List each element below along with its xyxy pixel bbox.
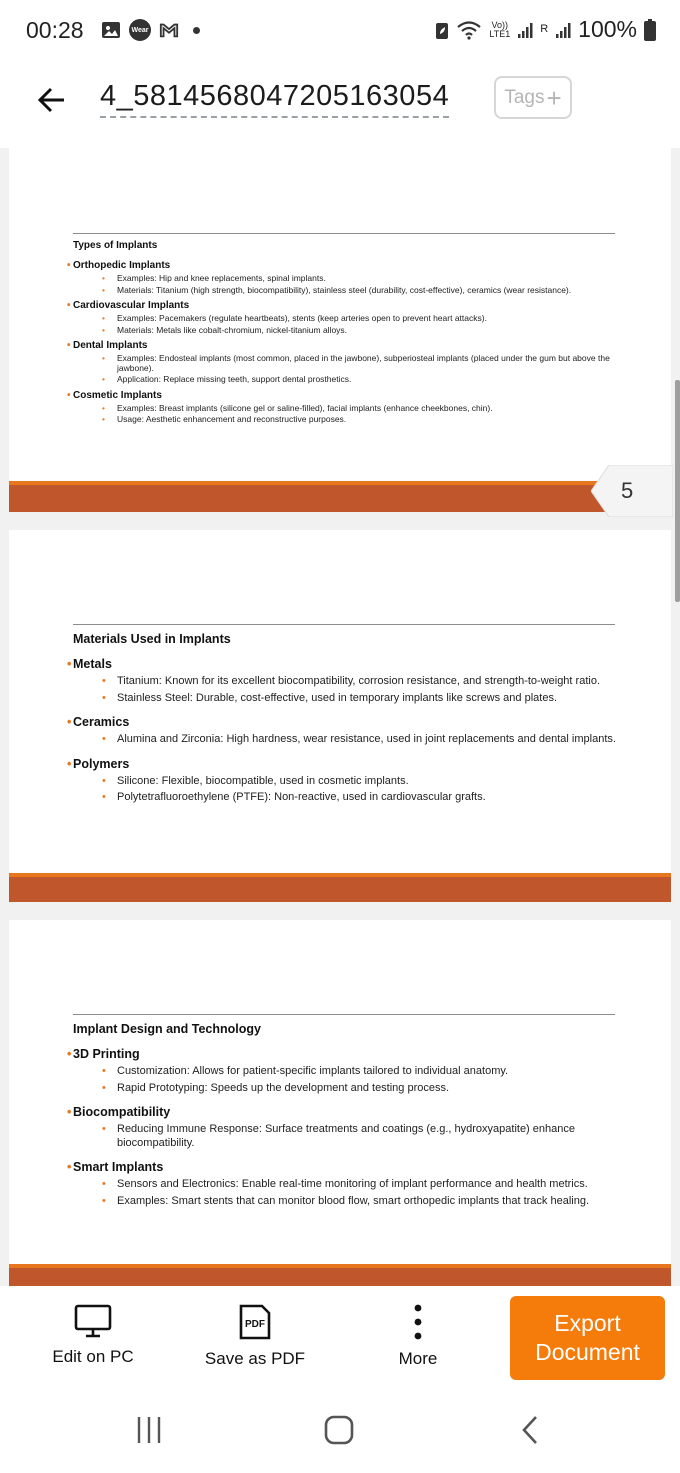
slide-heading: Materials Used in Implants [73, 632, 231, 646]
section [71, 1104, 619, 1150]
slide-rule [73, 624, 615, 625]
wear-icon: Wear [129, 19, 151, 41]
section-title: • Polymers [71, 756, 619, 772]
export-label-line2: Document [535, 1339, 640, 1365]
section [71, 300, 619, 335]
page-number: 5 [621, 478, 634, 503]
back-button[interactable] [32, 80, 72, 120]
slide-types-of-implants [9, 148, 671, 512]
bullet-item: • Examples: Endosteal implants (most common, placed in the jawbone), subperiosteal implants (placed under the gum but above the jawbone). [117, 354, 619, 373]
wifi-icon [456, 20, 482, 40]
network-type: Vo)) LTE1 [489, 19, 511, 39]
document-title[interactable]: 4_5814568047205163054 [100, 78, 449, 118]
slide-implant-design [9, 920, 671, 1286]
more-label: More [398, 1349, 438, 1368]
bullet-item: • Customization: Allows for patient-specific implants tailored to individual anatomy. [117, 1065, 619, 1079]
edit-on-pc-button[interactable] [48, 1304, 138, 1367]
gallery-icon [101, 20, 121, 40]
tags-button[interactable] [494, 76, 572, 119]
battery-icon [644, 19, 656, 41]
scrollbar[interactable] [675, 148, 680, 1286]
slide-heading: Types of Implants [73, 240, 158, 251]
section [71, 1159, 619, 1208]
back-nav-button[interactable] [510, 1412, 550, 1448]
pdf-file-icon [238, 1304, 272, 1340]
more-button[interactable] [388, 1304, 448, 1369]
section-title: • Cardiovascular Implants [71, 300, 619, 312]
slide-band [9, 1268, 671, 1286]
slide-materials-used [9, 530, 671, 902]
bullet-item: • Application: Replace missing teeth, support dental prosthetics. [117, 375, 619, 385]
slide-body [71, 1046, 619, 1217]
bullet-item: • Materials: Titanium (high strength, biocompatibility), stainless steel (durability, cost-effective), ceramics (wear resistance). [117, 286, 619, 296]
bullet-item: • Examples: Breast implants (silicone gel or saline-filled), facial implants (enhance cheekbones, chin). [117, 404, 619, 414]
signal-icon-2 [555, 21, 571, 39]
page-number-indicator [591, 465, 673, 517]
bullet-item: • Silicone: Flexible, biocompatible, used in cosmetic implants. [117, 775, 619, 789]
bullet-item: • Materials: Metals like cobalt-chromium, nickel-titanium alloys. [117, 326, 619, 336]
section-title: • Metals [71, 656, 619, 672]
section-title: • Cosmetic Implants [71, 390, 619, 402]
slide-heading: Implant Design and Technology [73, 1022, 261, 1036]
slide-body [71, 260, 619, 430]
section [71, 260, 619, 295]
bullet-item: • Sensors and Electronics: Enable real-time monitoring of implant performance and health metrics. [117, 1178, 619, 1192]
svg-text:PDF: PDF [245, 1319, 265, 1330]
chevron-left-icon [520, 1415, 540, 1445]
section-title: • Biocompatibility [71, 1104, 619, 1120]
bottom-toolbar [0, 1286, 680, 1386]
slide-band [9, 877, 671, 902]
tags-label: Tags [504, 86, 545, 108]
system-navigation-bar [0, 1386, 680, 1473]
bullet-item: • Examples: Smart stents that can monitor blood flow, smart orthopedic implants that track healing. [117, 1195, 619, 1209]
section [71, 1046, 619, 1095]
slide-rule [73, 233, 615, 234]
bullet-item: • Rapid Prototyping: Speeds up the development and testing process. [117, 1082, 619, 1096]
section [71, 756, 619, 805]
home-icon [324, 1415, 354, 1445]
arrow-left-icon [38, 87, 66, 113]
section [71, 340, 619, 385]
save-as-pdf-button[interactable] [200, 1304, 310, 1369]
bullet-item: • Examples: Pacemakers (regulate heartbeats), stents (keep arteries open to prevent heart attacks). [117, 314, 619, 324]
recents-icon [134, 1416, 164, 1444]
recents-button[interactable] [129, 1412, 169, 1448]
save-as-pdf-label: Save as PDF [204, 1349, 306, 1368]
roaming-indicator: R [540, 23, 549, 35]
section [71, 714, 619, 747]
section-title: • Smart Implants [71, 1159, 619, 1175]
document-header [0, 62, 680, 148]
bullet-item: • Usage: Aesthetic enhancement and reconstructive purposes. [117, 415, 619, 425]
edit-on-pc-label: Edit on PC [52, 1347, 134, 1366]
slide-band [9, 485, 671, 512]
scrollbar-thumb[interactable] [675, 380, 680, 602]
bullet-item: • Titanium: Known for its excellent biocompatibility, corrosion resistance, and strength-to-weight ratio. [117, 675, 619, 689]
document-viewport[interactable] [0, 148, 680, 1286]
section-title: • Orthopedic Implants [71, 260, 619, 272]
system-icons [435, 16, 656, 43]
section [71, 390, 619, 425]
export-label-line1: Export [554, 1310, 621, 1336]
battery-saver-icon [435, 20, 449, 40]
bullet-item: • Examples: Hip and knee replacements, spinal implants. [117, 274, 619, 284]
bullet-item: • Stainless Steel: Durable, cost-effective, used in temporary implants like screws and plates. [117, 692, 619, 706]
notification-icons [101, 19, 200, 41]
more-vertical-icon [413, 1304, 423, 1340]
section [71, 656, 619, 705]
more-notifications-dot [193, 27, 200, 34]
gmail-icon [159, 20, 179, 40]
plus-icon: + [546, 82, 562, 113]
export-document-button[interactable] [510, 1296, 665, 1380]
monitor-icon [74, 1304, 112, 1338]
slide-body [71, 656, 619, 814]
bullet-item: • Polytetrafluoroethylene (PTFE): Non-reactive, used in cardiovascular grafts. [117, 791, 619, 805]
status-time: 00:28 [26, 17, 84, 43]
signal-icon-1 [517, 21, 533, 39]
section-title: • 3D Printing [71, 1046, 619, 1062]
home-button[interactable] [319, 1412, 359, 1448]
battery-percentage: 100% [578, 16, 637, 42]
bullet-item: • Alumina and Zirconia: High hardness, wear resistance, used in joint replacements and dental implants. [117, 733, 619, 747]
section-title: • Ceramics [71, 714, 619, 730]
slide-rule [73, 1014, 615, 1015]
status-bar [0, 0, 680, 62]
section-title: • Dental Implants [71, 340, 619, 352]
bullet-item: • Reducing Immune Response: Surface treatments and coatings (e.g., hydroxyapatite) enhance biocompatibility. [117, 1123, 619, 1150]
